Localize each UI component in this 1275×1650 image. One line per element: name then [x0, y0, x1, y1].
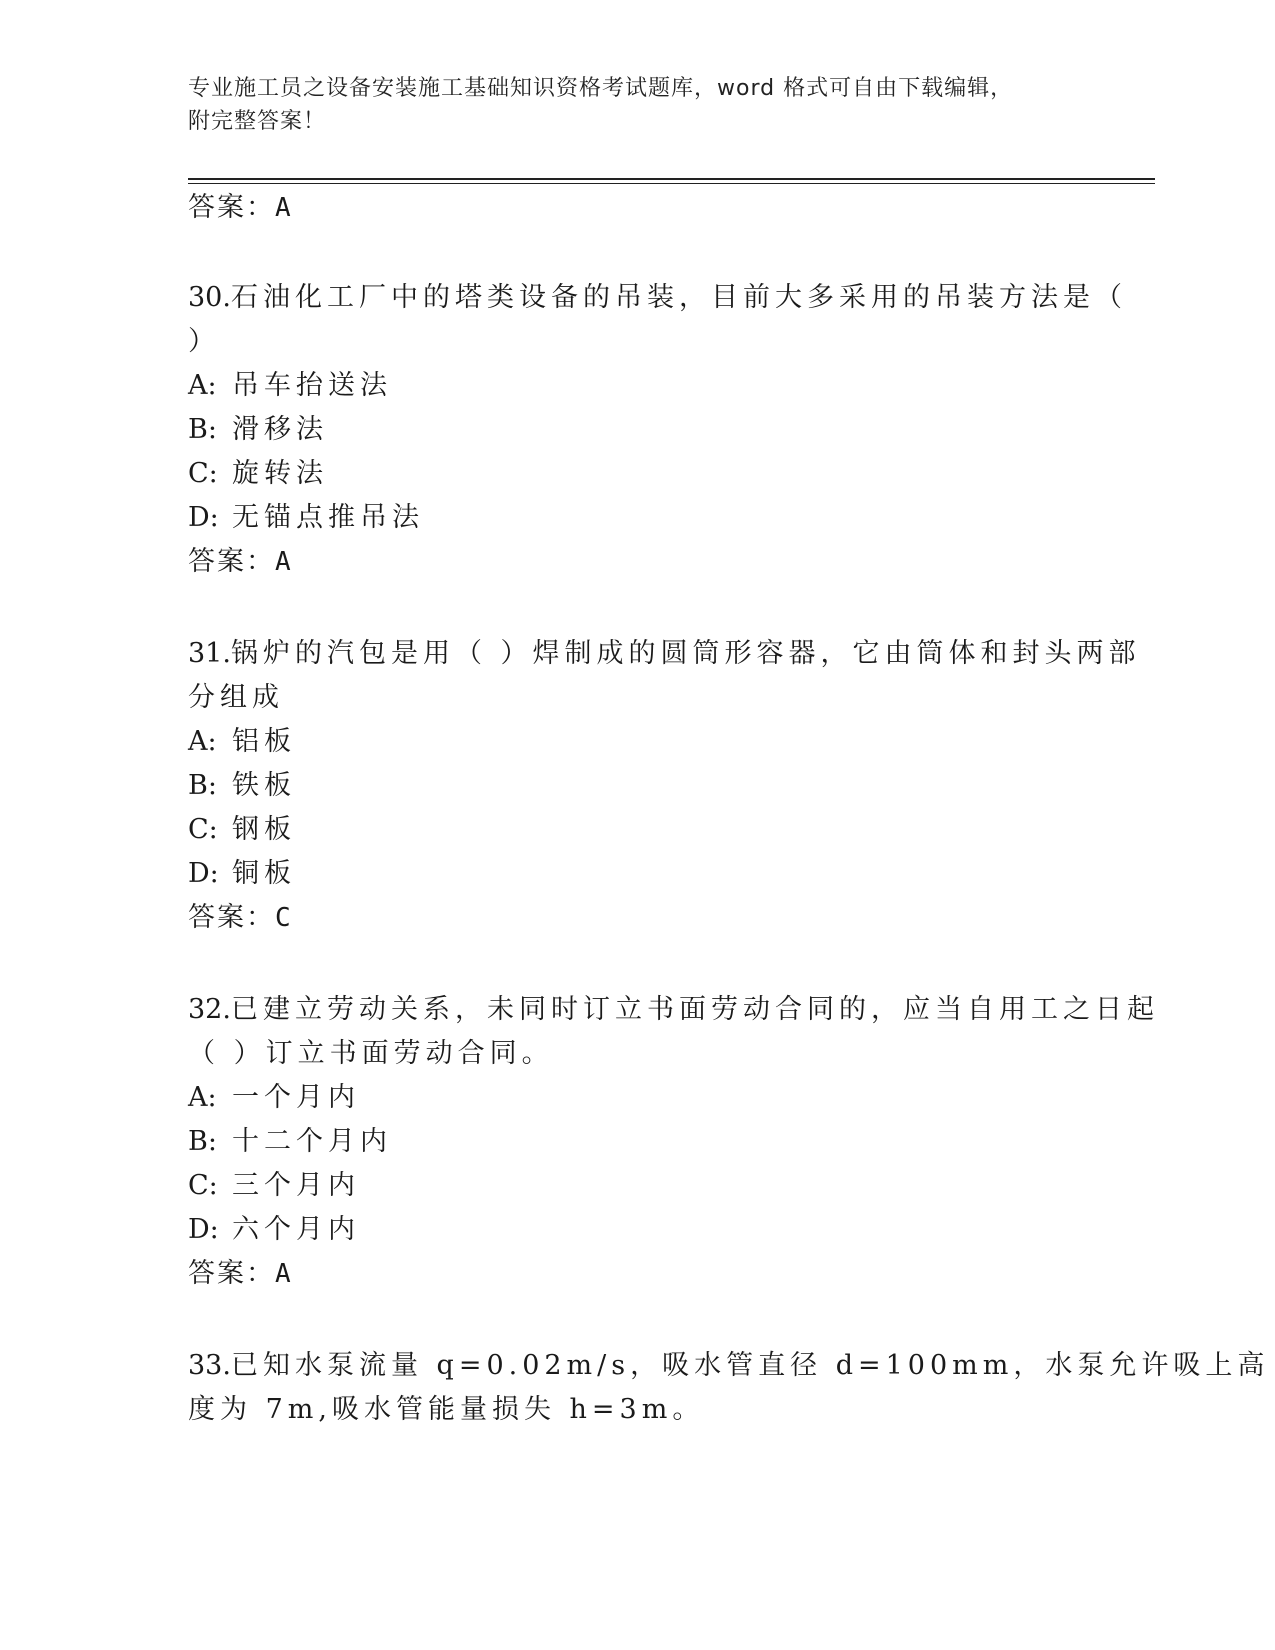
option-key: A: — [188, 370, 217, 401]
answer-label: 答案： — [188, 546, 275, 577]
option-b — [188, 410, 328, 450]
question-text-line: （ ）订立书面劳动合同。 — [188, 1038, 554, 1069]
question-text-line — [188, 1346, 1269, 1386]
option-text: 铝板 — [232, 726, 296, 757]
option-a — [188, 1078, 360, 1118]
answer-value: A — [275, 193, 293, 223]
option-text: 旋转法 — [232, 458, 328, 489]
answer-value: A — [275, 547, 293, 577]
question-text-line — [188, 278, 1127, 318]
question-text: 已建立劳动关系，未同时订立书面劳动合同的，应当自用工之日起 — [230, 994, 1159, 1025]
question-text: 石油化工厂中的塔类设备的吊装，目前大多采用的吊装方法是（ — [230, 282, 1127, 313]
answer-value: C — [275, 903, 293, 933]
answer-line — [188, 898, 293, 938]
answer-line — [188, 1254, 293, 1294]
answer-label: 答案： — [188, 192, 275, 223]
option-key: B: — [188, 414, 217, 445]
option-key: A: — [188, 1082, 217, 1113]
question-number: 32. — [188, 994, 231, 1025]
option-c — [188, 1166, 360, 1206]
option-text: 无锚点推吊法 — [232, 502, 424, 533]
question-number: 30. — [188, 282, 231, 313]
option-key: D: — [188, 858, 219, 889]
option-text: 一个月内 — [232, 1082, 360, 1113]
option-key: C: — [188, 814, 218, 845]
answer-value: A — [275, 1259, 293, 1289]
option-d — [188, 1210, 360, 1250]
option-text: 吊车抬送法 — [232, 370, 392, 401]
option-key: C: — [188, 458, 218, 489]
option-key: B: — [188, 1126, 217, 1157]
question-text-line — [188, 990, 1159, 1030]
option-text: 十二个月内 — [232, 1126, 392, 1157]
option-key: C: — [188, 1170, 218, 1201]
question-number: 31. — [188, 638, 231, 669]
option-c — [188, 454, 328, 494]
option-c — [188, 810, 296, 850]
option-a — [188, 722, 296, 762]
answer-line — [188, 188, 293, 228]
question-text-line: 分组成 — [188, 682, 284, 713]
header-line-2: 附完整答案！ — [188, 109, 327, 134]
option-text: 滑移法 — [232, 414, 328, 445]
option-text: 六个月内 — [232, 1214, 360, 1245]
question-number: 33. — [188, 1350, 231, 1381]
option-text: 铜板 — [232, 858, 296, 889]
option-b — [188, 1122, 392, 1162]
question-text: 已知水泵流量 q=0.02m/s，吸水管直径 d=100mm，水泵允许吸上高 — [230, 1350, 1270, 1381]
question-text: 锅炉的汽包是用（ ）焊制成的圆筒形容器，它由筒体和封头两部 — [230, 638, 1141, 669]
option-a — [188, 366, 392, 406]
question-text-line: 度为 7m,吸水管能量损失 h=3m。 — [188, 1394, 705, 1425]
header-rule-thin — [188, 183, 1155, 184]
option-text: 三个月内 — [232, 1170, 360, 1201]
page-header — [188, 72, 1088, 138]
question-text-line — [188, 634, 1141, 674]
option-d — [188, 498, 424, 538]
option-text: 铁板 — [232, 770, 296, 801]
answer-line — [188, 542, 293, 582]
option-text: 钢板 — [232, 814, 296, 845]
option-key: A: — [188, 726, 217, 757]
question-text-line: ） — [188, 326, 220, 357]
header-line-1: 专业施工员之设备安装施工基础知识资格考试题库，word 格式可自由下载编辑， — [188, 76, 1014, 101]
option-d — [188, 854, 296, 894]
answer-label: 答案： — [188, 902, 275, 933]
option-key: B: — [188, 770, 217, 801]
option-key: D: — [188, 502, 219, 533]
answer-label: 答案： — [188, 1258, 275, 1289]
option-key: D: — [188, 1214, 219, 1245]
header-rule-thick — [188, 178, 1155, 180]
option-b — [188, 766, 296, 806]
